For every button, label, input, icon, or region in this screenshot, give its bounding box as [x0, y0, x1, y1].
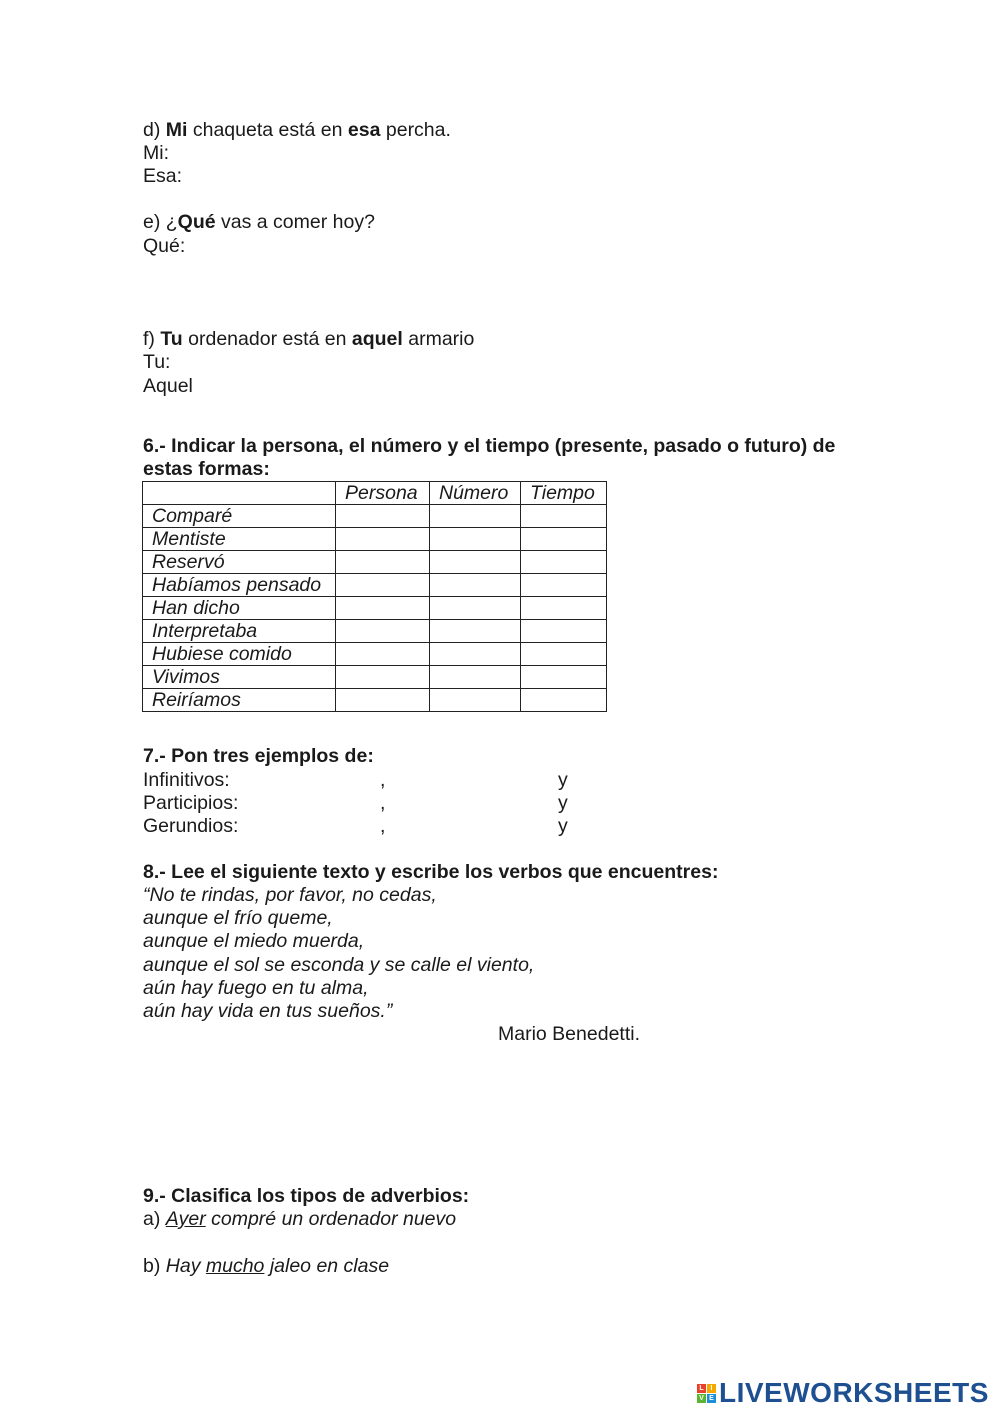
persona-answer-cell[interactable]	[336, 505, 430, 528]
q7-label-infinitivos: Infinitivos:	[143, 769, 230, 791]
q6-heading-line2: estas formas:	[143, 458, 270, 480]
table-row	[143, 689, 607, 712]
item-f-sentence: f) Tu ordenador está en aquel armario	[143, 328, 475, 350]
logo-letter: I	[707, 1384, 716, 1393]
table-row	[143, 666, 607, 689]
numero-answer-cell[interactable]	[430, 620, 521, 643]
poem-line: “No te rindas, por favor, no cedas,	[143, 884, 437, 906]
poem-line: aún hay fuego en tu alma,	[143, 977, 369, 999]
liveworksheets-logo-icon	[697, 1384, 716, 1403]
table-row	[143, 643, 607, 666]
item-d-answer-mi: Mi:	[143, 142, 169, 164]
header-cell-tiempo: Tiempo	[521, 482, 607, 505]
poem-author: Mario Benedetti.	[498, 1023, 640, 1045]
numero-answer-cell[interactable]	[430, 528, 521, 551]
table-row	[143, 551, 607, 574]
tiempo-answer-cell[interactable]	[521, 643, 607, 666]
numero-answer-cell[interactable]	[430, 666, 521, 689]
header-cell-empty	[143, 482, 336, 505]
tiempo-answer-cell[interactable]	[521, 551, 607, 574]
q7-y: y	[558, 792, 568, 814]
item-e-sentence: e) ¿Qué vas a comer hoy?	[143, 211, 375, 233]
numero-answer-cell[interactable]	[430, 505, 521, 528]
tiempo-answer-cell[interactable]	[521, 574, 607, 597]
logo-letter: E	[707, 1394, 716, 1403]
verb-form-cell: Hubiese comido	[143, 643, 336, 666]
table-row	[143, 597, 607, 620]
q7-y: y	[558, 769, 568, 791]
persona-answer-cell[interactable]	[336, 551, 430, 574]
persona-answer-cell[interactable]	[336, 528, 430, 551]
persona-answer-cell[interactable]	[336, 666, 430, 689]
tiempo-answer-cell[interactable]	[521, 620, 607, 643]
item-f-answer-tu: Tu:	[143, 351, 171, 373]
table-header-row	[143, 482, 607, 505]
poem-line: aún hay vida en tus sueños.”	[143, 1000, 393, 1022]
persona-answer-cell[interactable]	[336, 597, 430, 620]
q7-label-gerundios: Gerundios:	[143, 815, 239, 837]
persona-answer-cell[interactable]	[336, 620, 430, 643]
item-d-answer-esa: Esa:	[143, 165, 183, 187]
numero-answer-cell[interactable]	[430, 597, 521, 620]
persona-answer-cell[interactable]	[336, 689, 430, 712]
q8-heading: 8.- Lee el siguiente texto y escribe los verbos que encuentres:	[143, 861, 719, 883]
q9-heading: 9.- Clasifica los tipos de adverbios:	[143, 1185, 470, 1207]
q7-label-participios: Participios:	[143, 792, 239, 814]
numero-answer-cell[interactable]	[430, 551, 521, 574]
logo-letter: L	[697, 1384, 706, 1393]
q6-heading-line1: 6.- Indicar la persona, el número y el tiempo (presente, pasado o futuro) de	[143, 435, 836, 457]
tiempo-answer-cell[interactable]	[521, 689, 607, 712]
adverb-mucho: mucho	[205, 1255, 265, 1277]
tiempo-answer-cell[interactable]	[521, 597, 607, 620]
verb-forms-table	[142, 481, 607, 712]
logo-letter: V	[697, 1394, 706, 1403]
table-row	[143, 620, 607, 643]
item-e-answer-que: Qué:	[143, 235, 186, 257]
q7-comma: ,	[380, 815, 386, 837]
header-cell-persona: Persona	[336, 482, 430, 505]
numero-answer-cell[interactable]	[430, 643, 521, 666]
q7-comma: ,	[380, 769, 386, 791]
q7-y: y	[558, 815, 568, 837]
persona-answer-cell[interactable]	[336, 574, 430, 597]
q7-comma: ,	[380, 792, 386, 814]
poem-line: aunque el frío queme,	[143, 907, 333, 929]
table-row	[143, 528, 607, 551]
verb-form-cell: Interpretaba	[143, 620, 336, 643]
item-f-answer-aquel: Aquel	[143, 375, 193, 397]
verb-form-cell: Vivimos	[143, 666, 336, 689]
persona-answer-cell[interactable]	[336, 643, 430, 666]
watermark-text: LIVEWORKSHEETS	[719, 1377, 989, 1408]
q9-item-b: b) Hay mucho jaleo en clase	[143, 1255, 390, 1277]
verb-form-cell: Habíamos pensado	[143, 574, 336, 597]
numero-answer-cell[interactable]	[430, 689, 521, 712]
header-cell-numero: Número	[430, 482, 521, 505]
tiempo-answer-cell[interactable]	[521, 666, 607, 689]
table-row	[143, 574, 607, 597]
verb-form-cell: Mentiste	[143, 528, 336, 551]
verb-form-cell: Comparé	[143, 505, 336, 528]
poem-line: aunque el miedo muerda,	[143, 930, 365, 952]
poem-line: aunque el sol se esconda y se calle el viento,	[143, 954, 535, 976]
verb-form-cell: Reiríamos	[143, 689, 336, 712]
liveworksheets-watermark	[697, 1377, 989, 1409]
verb-form-cell: Reservó	[143, 551, 336, 574]
adverb-ayer: Ayer	[165, 1208, 206, 1230]
numero-answer-cell[interactable]	[430, 574, 521, 597]
verb-form-cell: Han dicho	[143, 597, 336, 620]
q7-heading: 7.- Pon tres ejemplos de:	[143, 745, 374, 767]
q9-item-a: a) Ayer compré un ordenador nuevo	[143, 1208, 457, 1230]
item-d-sentence: d) Mi chaqueta está en esa percha.	[143, 119, 451, 141]
table-row	[143, 505, 607, 528]
tiempo-answer-cell[interactable]	[521, 528, 607, 551]
tiempo-answer-cell[interactable]	[521, 505, 607, 528]
